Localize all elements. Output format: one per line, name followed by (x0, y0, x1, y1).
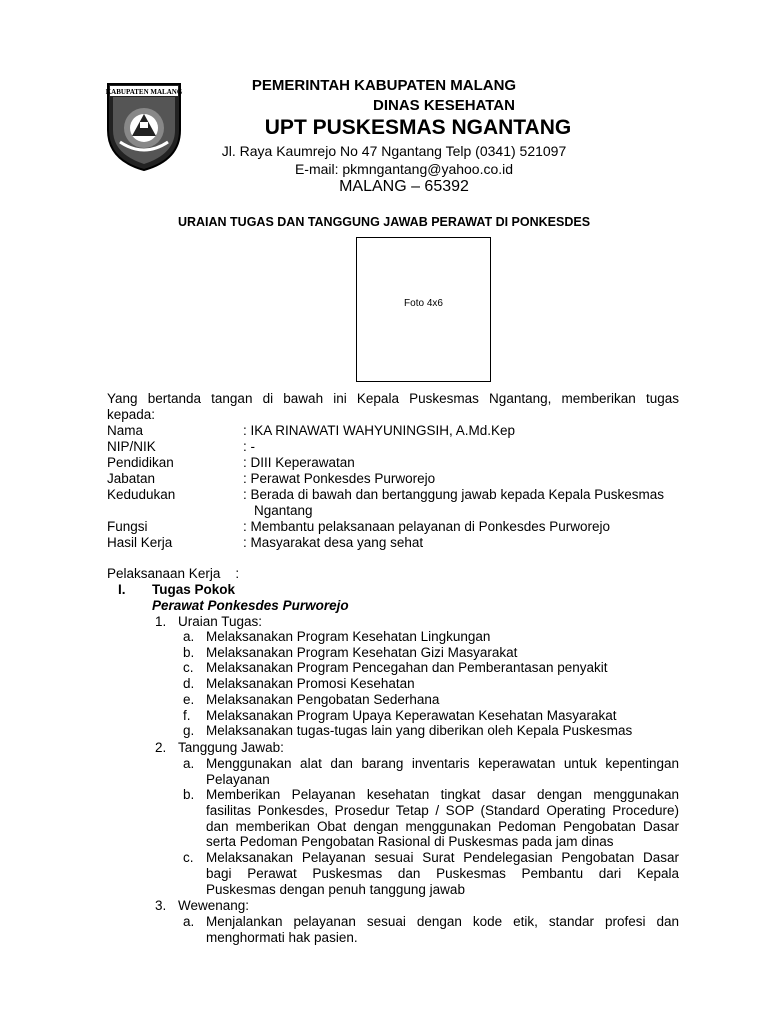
list-letter: b. (183, 644, 195, 660)
list-text-line: Pelayanan (206, 771, 270, 787)
wewenang-title: Wewenang: (178, 898, 250, 913)
list-text-line: menghormati hak pasien. (206, 929, 358, 945)
pelaksanaan-kerja-label: Pelaksanaan Kerja : (107, 566, 240, 581)
list-text-line: Memberikan Pelayanan kesehatan tingkat dasar dengan menggunakan (206, 787, 679, 803)
list-letter: f. (183, 707, 191, 723)
field-label: Kedudukan (107, 487, 176, 502)
list-text-line: Menjalankan pelayanan sesuai dengan kode etik, standar profesi dan (206, 914, 679, 929)
field-label: Pendidikan (107, 455, 174, 470)
list-text: Melaksanakan Pengobatan Sederhana (206, 691, 440, 707)
field-value: : DIII Keperawatan (243, 455, 355, 470)
list-letter: e. (183, 691, 195, 707)
field-row (107, 535, 687, 555)
wewenang-list (183, 914, 679, 950)
list-text: Melaksanakan Program Upaya Keperawatan Kesehatan Masyarakat (206, 707, 617, 723)
list-letter: b. (183, 787, 195, 803)
list-text-line: serta Pedoman Pengobatan Rasional di Puskesmas pada jam dinas (206, 834, 614, 850)
field-value: : Perawat Ponkesdes Purworejo (243, 471, 436, 486)
field-value-continuation: Ngantang (254, 503, 313, 518)
list-text: Melaksanakan Program Kesehatan Gizi Masyarakat (206, 644, 518, 660)
list-letter: a. (183, 756, 195, 771)
list-text: Melaksanakan tugas-tugas lain yang diberikan oleh Kepala Puskesmas (206, 723, 633, 739)
wewenang-number: 3. (155, 898, 167, 913)
header-email: E-mail: pkmngantang@yahoo.co.id (294, 161, 514, 177)
header-city: MALANG – 65392 (339, 178, 469, 195)
header-institution: UPT PUSKESMAS NGANTANG (264, 116, 572, 139)
field-label: Hasil Kerja (107, 535, 173, 550)
list-text: Melaksanakan Program Kesehatan Lingkungan (206, 629, 491, 644)
list-text-line: Menggunakan alat dan barang inventaris keperawatan untuk kepentingan (206, 756, 679, 771)
uraian-number: 1. (155, 614, 167, 629)
uraian-list (183, 629, 683, 744)
list-text-line: bagi Perawat Puskesmas dan Puskesmas Pembantu dari Kepala (206, 865, 679, 881)
header-address: Jl. Raya Kaumrejo No 47 Ngantang Telp (0341) 521097 (221, 143, 567, 159)
intro-continuation: kepada: (107, 407, 156, 422)
list-text-line: fasilitas Ponkesdes, Prosedur Tetap / SOP (Standard Operating Procedure) (206, 803, 679, 819)
field-label: Fungsi (107, 519, 148, 534)
field-label: Nama (107, 423, 144, 438)
photo-placeholder (356, 237, 491, 382)
tanggung-jawab-list (183, 756, 679, 901)
field-value: : IKA RINAWATI WAHYUNINGSIH, A.Md.Kep (243, 423, 516, 438)
photo-label: Foto 4x6 (404, 298, 443, 309)
tanggung-jawab-title: Tanggung Jawab: (178, 740, 284, 755)
field-label: Jabatan (107, 471, 156, 486)
section-title: Tugas Pokok (152, 582, 236, 597)
field-value: : Membantu pelaksanaan pelayanan di Ponkesdes Purworejo (243, 519, 610, 534)
field-value: : Masyarakat desa yang sehat (243, 535, 424, 550)
field-value: : - (243, 439, 255, 454)
field-label: NIP/NIK (107, 439, 156, 454)
svg-text:KABUPATEN MALANG: KABUPATEN MALANG (105, 88, 183, 96)
list-letter: c. (183, 850, 194, 866)
header-government: PEMERINTAH KABUPATEN MALANG (251, 77, 517, 94)
list-text: Melaksanakan Program Pencegahan dan Pemberantasan penyakit (206, 660, 608, 676)
document-title: URAIAN TUGAS DAN TANGGUNG JAWAB PERAWAT DI PONKESDES (177, 215, 591, 229)
list-text-line: dan memberikan Obat dengan menggunakan Pedoman Pengobatan Dasar (206, 818, 679, 834)
list-text-line: Puskesmas dengan penuh tanggung jawab (206, 881, 465, 897)
section-subtitle: Perawat Ponkesdes Purworejo (152, 598, 349, 613)
field-row (107, 487, 687, 521)
list-text: Melaksanakan Promosi Kesehatan (206, 676, 415, 692)
list-letter: d. (183, 676, 195, 692)
uraian-title: Uraian Tugas: (178, 614, 263, 629)
list-letter: c. (183, 660, 194, 676)
list-letter: a. (183, 914, 195, 929)
section-number: I. (118, 582, 126, 597)
list-text-line: Melaksanakan Pelayanan sesuai Surat Pendelegasian Pengobatan Dasar (206, 850, 679, 866)
tanggung-jawab-number: 2. (155, 740, 167, 755)
field-value: : Berada di bawah dan bertanggung jawab kepada Kepala Puskesmas (243, 487, 665, 502)
intro-paragraph: Yang bertanda tangan di bawah ini Kepala Puskesmas Ngantang, memberikan tugas (107, 391, 679, 406)
list-letter: g. (183, 723, 195, 739)
header-agency: DINAS KESEHATAN (373, 97, 515, 114)
list-letter: a. (183, 629, 195, 644)
